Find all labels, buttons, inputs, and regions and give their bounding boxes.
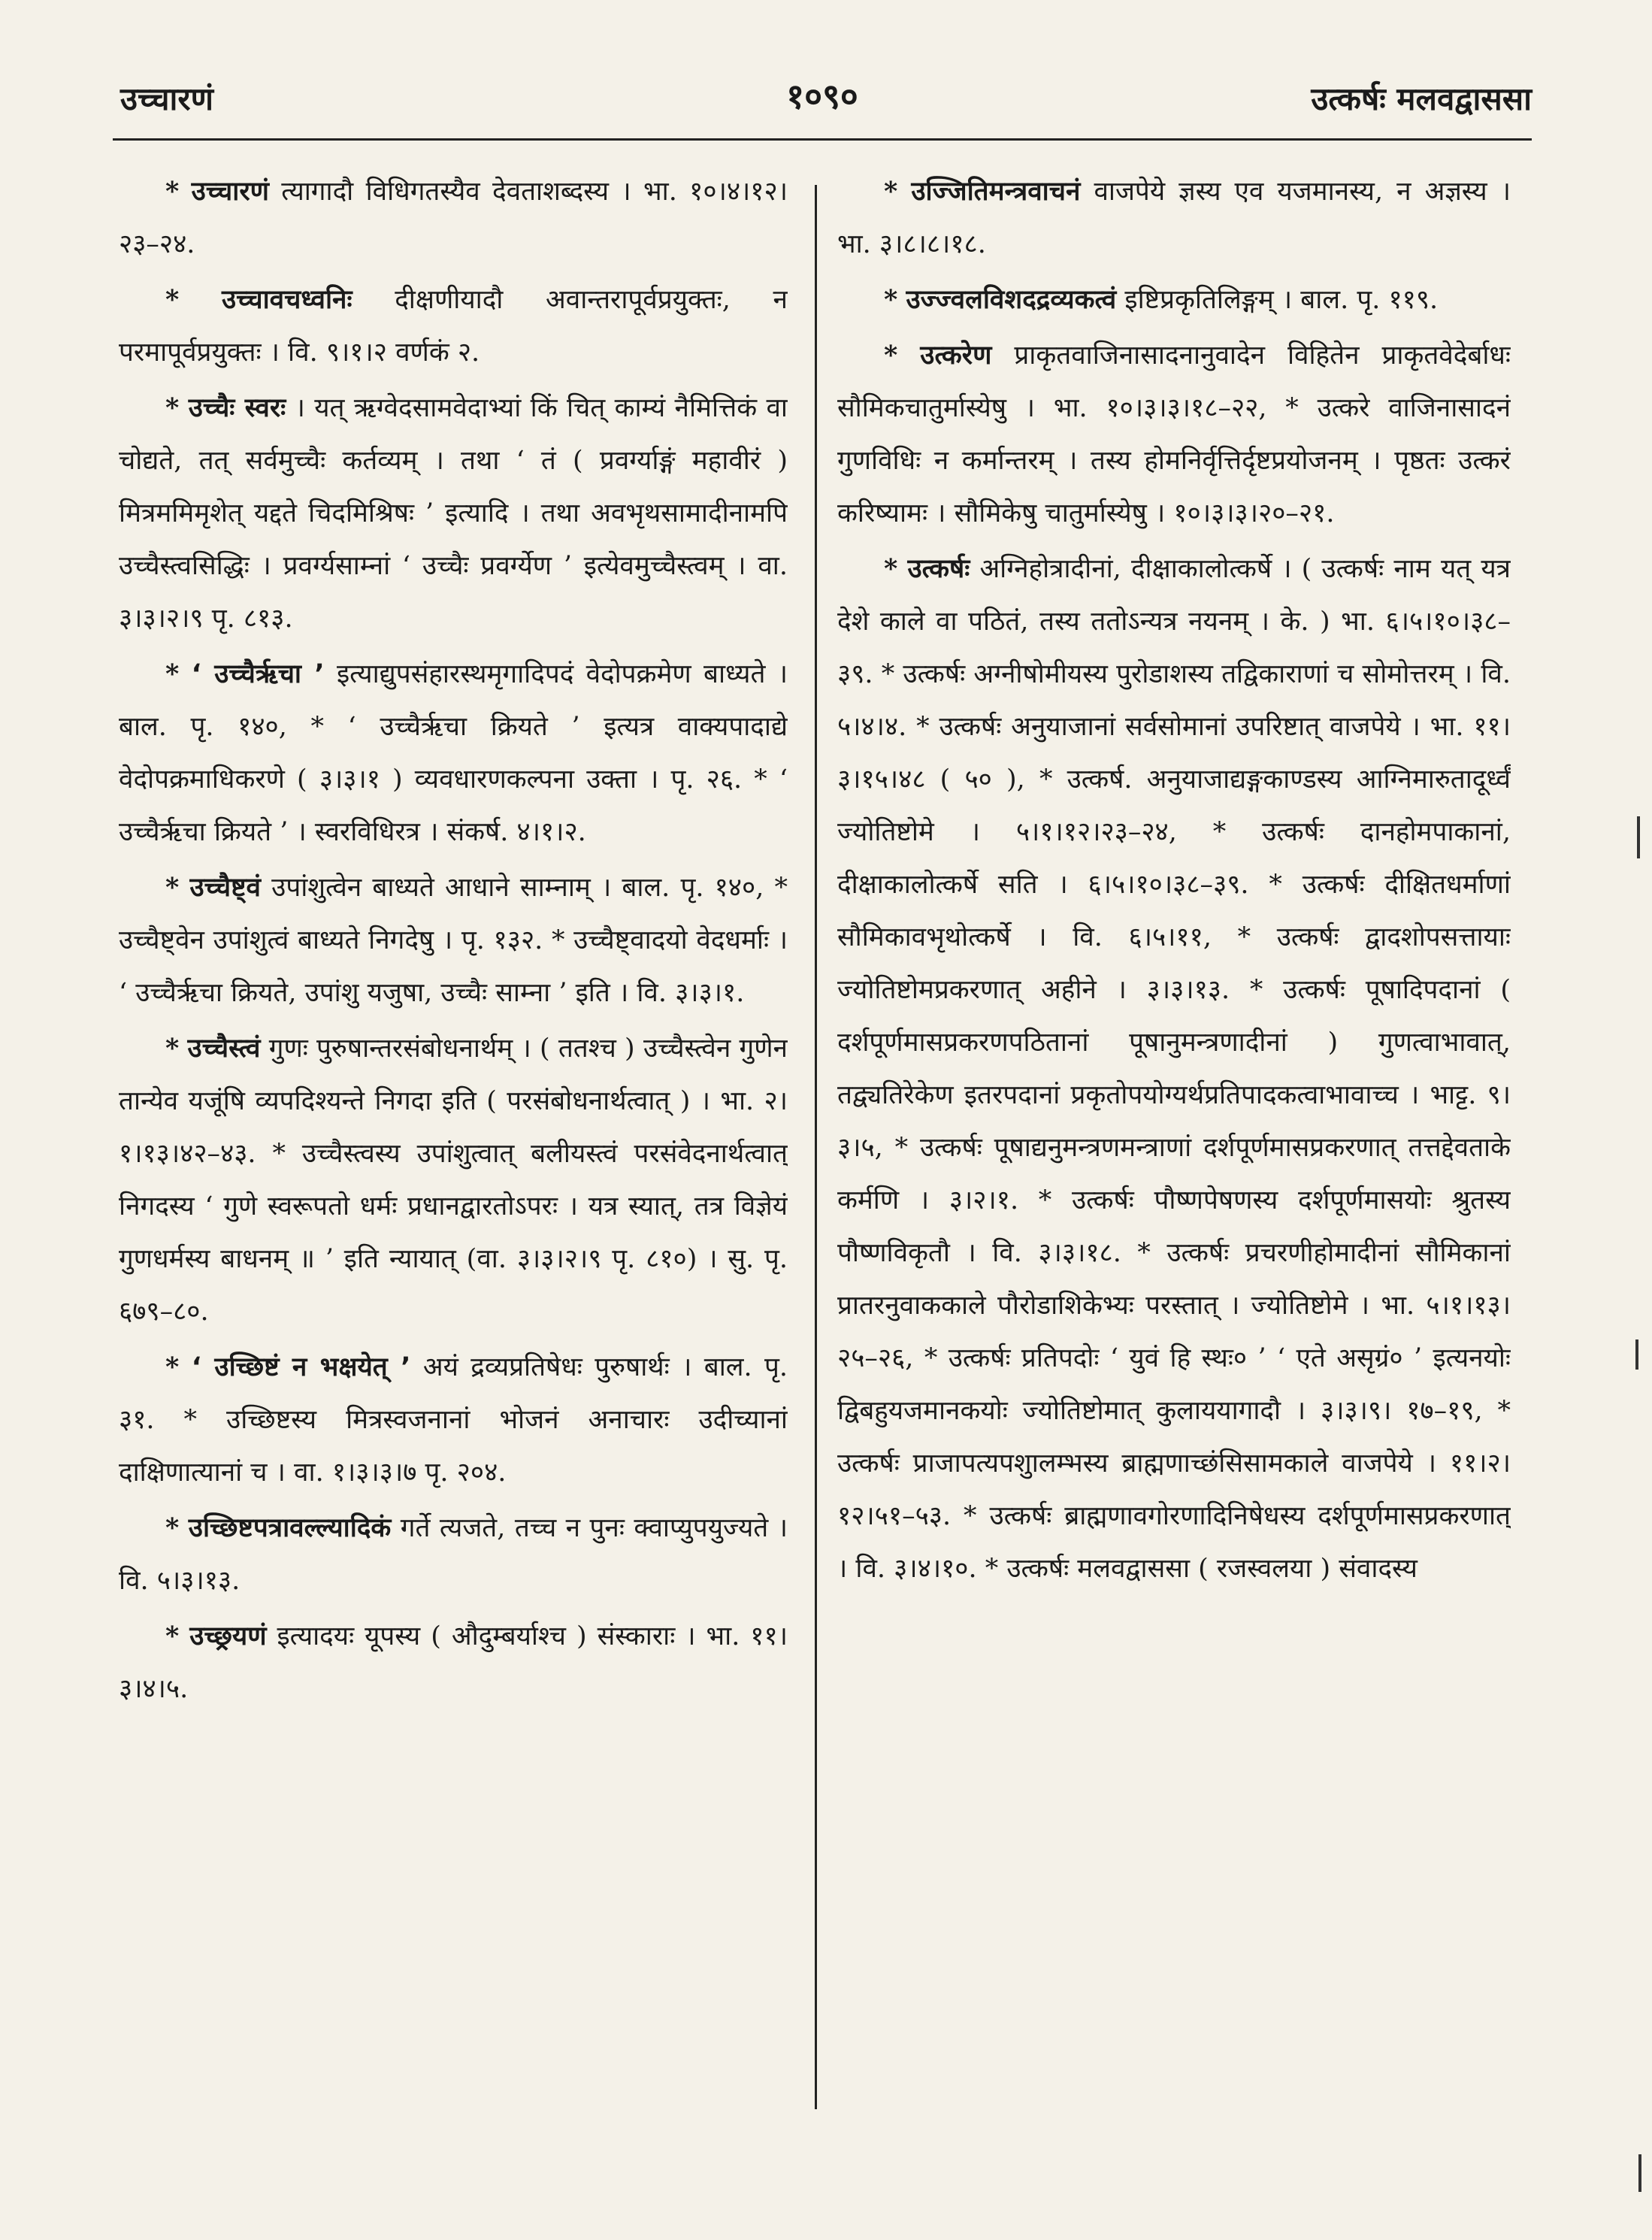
- entry-text: इष्टिप्रकृतिलिङ्गम् । बाल. पृ. ११९.: [1124, 285, 1439, 315]
- entry-headword: उच्चैः स्वरः: [188, 393, 286, 423]
- entry: * उच्छिष्टपत्रावल्ल्यादिकं गर्ते त्यजते, तच्च न पुनः क्वाप्युपयुज्यते । वि. ५।३।१३.: [119, 1512, 788, 1596]
- entry-headword: उच्चारणं: [191, 177, 269, 207]
- entry-text: अयं द्रव्यप्रतिषेधः पुरुषार्थः । बाल. पृ. ३१. * उच्छिष्टस्य मित्रस्वजनानां भोजनं अनाचारः उदीच्यानां दाक्षिणात्यानां च । वा. १।३।३।७ पृ. २०४.: [119, 1352, 788, 1488]
- page-number: १०९०: [786, 76, 858, 117]
- column-divider: [815, 185, 817, 2109]
- entry: * उच्चैष्ट्वं उपांशुत्वेन बाध्यते आधाने साम्नाम् । बाल. पृ. १४०, * उच्चैष्ट्वेन उपांशुत्वं बाध्यते निगदेषु । पृ. १३२. * उच्चैष्ट्वादयो वेदधर्माः । ‘ उच्चैर्ऋचा क्रियते, उपांशु यजुषा, उच्चैः साम्ना ’ इति । वि. ३।३।१.: [119, 872, 788, 1008]
- entry-headword: उच्छिष्टपत्रावल्ल्यादिकं: [188, 1513, 392, 1543]
- entry-text: प्राकृतवाजिनासादनानुवादेन विहितेन प्राकृतवेदेर्बाधः सौमिकचातुर्मास्येषु । भा. १०।३।३।१८–२२, * उत्करे वाजिनासादनं गुणविधिः न कर्मान्तरम् । तस्य होमनिर्वृत्तिर्दृष्टप्रयोजनम् । पृष्ठतः उत्करं करिष्यामः । सौमिकेषु चातुर्मास्येषु । १०।३।३।२०–२१.: [837, 341, 1511, 528]
- entry-headword: उत्करेण: [920, 341, 992, 371]
- scan-edge-mark: [1635, 1339, 1638, 1370]
- entry: * ‘ उच्छिष्टं न भक्षयेत् ’ अयं द्रव्यप्रतिषेधः पुरुषार्थः । बाल. पृ. ३१. * उच्छिष्टस्य मित्रस्वजनानां भोजनं अनाचारः उदीच्यानां दाक्षिणात्यानां च । वा. १।३।३।७ पृ. २०४.: [119, 1352, 788, 1488]
- entry-text: उपांशुत्वेन बाध्यते आधाने साम्नाम् । बाल. पृ. १४०, * उच्चैष्ट्वेन उपांशुत्वं बाध्यते निगदेषु । पृ. १३२. * उच्चैष्ट्वादयो वेदधर्माः । ‘ उच्चैर्ऋचा क्रियते, उपांशु यजुषा, उच्चैः साम्ना ’ इति । वि. ३।३।१.: [119, 873, 788, 1008]
- entry-headword: उत्कर्षः: [907, 554, 970, 584]
- entry: * उच्चैस्त्वं गुणः पुरुषान्तरसंबोधनार्थम् । ( ततश्च ) उच्चैस्त्वेन गुणेन तान्येव यजूंषि व्यपदिश्यन्ते निगदा इति ( परसंबोधनार्थत्वात् ) । भा. २।१।१३।४२–४३. * उच्चैस्त्वस्य उपांशुत्वात् बलीयस्त्वं परसंवेदनार्थत्वात् निगदस्य ‘ गुणे स्वरूपतो धर्मः प्रधानद्वारतोऽपरः । यत्र स्यात्, तत्र विज्ञेयं गुणधर्मस्य बाधनम् ॥ ’ इति न्यायात् (वा. ३।३।२।९ पृ. ८१०) । सु. पृ. ६७९–८०.: [119, 1033, 788, 1327]
- entry-text: इत्याद्युपसंहारस्थमृगादिपदं वेदोपक्रमेण बाध्यते । बाल. पृ. १४०, * ‘ उच्चैर्ऋचा क्रियते ’ इत्यत्र वाक्यपादाद्ये वेदोपक्रमाधिकरणे ( ३।३।१ ) व्यवधारणकल्पना उक्ता । पृ. २६. * ‘ उच्चैर्ऋचा क्रियते ’ । स्वरविधिरत्र । संकर्ष. ४।१।२.: [119, 659, 788, 847]
- running-head: [113, 69, 1532, 122]
- entry-headword: ‘ उच्छिष्टं न भक्षयेत् ’: [191, 1352, 411, 1382]
- entry-text: अग्निहोत्रादीनां, दीक्षाकालोत्कर्षे । ( उत्कर्षः नाम यत् यत्र देशे काले वा पठितं, तस्य ततोऽन्यत्र नयनम् । के. ) भा. ६।५।१०।३८–३९. * उत्कर्षः अग्नीषोमीयस्य पुरोडाशस्य तद्विकाराणां च सोमोत्तरम् । वि. ५।४।४. * उत्कर्षः अनुयाजानां सर्वसोमानां उपरिष्टात् वाजपेये । भा. ११।३।१५।४८ ( ५० ), * उत्कर्ष. अनुयाजाद्यङ्गकाण्डस्य आग्निमारुतादूर्ध्वं ज्योतिष्टोमे । ५।१।१२।२३–२४, * उत्कर्षः दानहोमपाकानां, दीक्षाकालोत्कर्षे सति । ६।५।१०।३८–३९. * उत्कर्षः दीक्षितधर्माणां सौमिकावभृथोत्कर्षे । वि. ६।५।११, * उत्कर्षः द्वादशोपसत्तायाः ज्योतिष्टोमप्रकरणात् अहीने । ३।३।१३. * उत्कर्षः पूषादिपदानां ( दर्शपूर्णमासप्रकरणपठितानां पूषानुमन्त्रणादीनां ) गुणत्वाभावात्, तद्व्यतिरेकेण इतरपदानां प्रकृतोपयोग्यर्थप्रतिपादकत्वाभावाच्च । भाट्ट. ९।३।५, * उत्कर्षः पूषाद्यनुमन्त्रणमन्त्राणां दर्शपूर्णमासप्रकरणात् तत्तद्देवताके कर्मणि । ३।२।१. * उत्कर्षः पौष्णपेषणस्य दर्शपूर्णमासयोः श्रुतस्य पौष्णविकृतौ । वि. ३।३।१८. * उत्कर्षः प्रचरणीहोमादीनां सौमिकानां प्रातरनुवाककाले पौरोडाशिकेभ्यः परस्तात् । ज्योतिष्टोमे । भा. ५।१।१३।२५–२६, * उत्कर्षः प्रतिपदोः ‘ युवं हि स्थः० ’ ‘ एते असृग्रं० ’ इत्यनयोः द्विबहुयजमानकयोः ज्योतिष्टोमात् कुलाययागादौ । ३।३।९। १७–१९, * उत्कर्षः प्राजापत्यपशुालम्भस्य ब्राह्मणाच्छंसिसामकाले वाजपेये । ११।२।१२।५१–५३. * उत्कर्षः ब्राह्मणावगोरणादिनिषेधस्य दर्शपूर्णमासप्रकरणात् । वि. ३।४।१०. * उत्कर्षः मलवद्वाससा ( रजस्वलया ) संवादस्य: [837, 554, 1511, 1584]
- entry: * उच्चावचध्वनिः दीक्षणीयादौ अवान्तरापूर्वप्रयुक्तः, न परमापूर्वप्रयुक्तः । वि. ९।१।२ वर्णकं २.: [119, 284, 788, 368]
- entry-text: इत्यादयः यूपस्य ( औदुम्बर्याश्च ) संस्काराः । भा. ११।३।४।५.: [119, 1621, 788, 1704]
- entry-headword: उच्छ्रयणं: [189, 1621, 267, 1651]
- entry-headword: उच्चावचध्वनिः: [222, 285, 352, 315]
- entry-text: गुणः पुरुषान्तरसंबोधनार्थम् । ( ततश्च ) उच्चैस्त्वेन गुणेन तान्येव यजूंषि व्यपदिश्यन्ते निगदा इति ( परसंबोधनार्थत्वात् ) । भा. २।१।१३।४२–४३. * उच्चैस्त्वस्य उपांशुत्वात् बलीयस्त्वं परसंवेदनार्थत्वात् निगदस्य ‘ गुणे स्वरूपतो धर्मः प्रधानद्वारतोऽपरः । यत्र स्यात्, तत्र विज्ञेयं गुणधर्मस्य बाधनम् ॥ ’ इति न्यायात् (वा. ३।३।२।९ पृ. ८१०) । सु. पृ. ६७९–८०.: [119, 1034, 788, 1327]
- entry: * उच्चारणं त्यागादौ विधिगतस्यैव देवताशब्दस्य । भा. १०।४।१२।२३–२४.: [119, 176, 788, 259]
- entry-text: दीक्षणीयादौ अवान्तरापूर्वप्रयुक्तः, न परमापूर्वप्रयुक्तः । वि. ९।१।२ वर्णकं २.: [119, 285, 788, 368]
- entry-text: वाजपेये ज्ञस्य एव यजमानस्य, न अज्ञस्य । भा. ३।८।८।१८.: [837, 177, 1511, 259]
- entry-headword: उज्ज्वलविशदद्रव्यकत्वं: [906, 285, 1117, 315]
- entry-text: त्यागादौ विधिगतस्यैव देवताशब्दस्य । भा. १०।४।१२।२३–२४.: [119, 177, 788, 259]
- entry-headword: उच्चैष्ट्वं: [189, 873, 261, 903]
- entry-headword: उज्जितिमन्त्रवाचनं: [911, 177, 1081, 207]
- entry: * उत्कर्षः अग्निहोत्रादीनां, दीक्षाकालोत्कर्षे । ( उत्कर्षः नाम यत् यत्र देशे काले वा पठितं, तस्य ततोऽन्यत्र नयनम् । के. ) भा. ६।५।१०।३८–३९. * उत्कर्षः अग्नीषोमीयस्य पुरोडाशस्य तद्विकाराणां च सोमोत्तरम् । वि. ५।४।४. * उत्कर्षः अनुयाजानां सर्वसोमानां उपरिष्टात् वाजपेये । भा. ११।३।१५।४८ ( ५० ), * उत्कर्ष. अनुयाजाद्यङ्गकाण्डस्य आग्निमारुतादूर्ध्वं ज्योतिष्टोमे । ५।१।१२।२३–२४, * उत्कर्षः दानहोमपाकानां, दीक्षाकालोत्कर्षे सति । ६।५।१०।३८–३९. * उत्कर्षः दीक्षितधर्माणां सौमिकावभृथोत्कर्षे । वि. ६।५।११, * उत्कर्षः द्वादशोपसत्तायाः ज्योतिष्टोमप्रकरणात् अहीने । ३।३।१३. * उत्कर्षः पूषादिपदानां ( दर्शपूर्णमासप्रकरणपठितानां पूषानुमन्त्रणादीनां ) गुणत्वाभावात्, तद्व्यतिरेकेण इतरपदानां प्रकृतोपयोग्यर्थप्रतिपादकत्वाभावाच्च । भाट्ट. ९।३।५, * उत्कर्षः पूषाद्यनुमन्त्रणमन्त्राणां दर्शपूर्णमासप्रकरणात् तत्तद्देवताके कर्मणि । ३।२।१. * उत्कर्षः पौष्णपेषणस्य दर्शपूर्णमासयोः श्रुतस्य पौष्णविकृतौ । वि. ३।३।१८. * उत्कर्षः प्रचरणीहोमादीनां सौमिकानां प्रातरनुवाककाले पौरोडाशिकेभ्यः परस्तात् । ज्योतिष्टोमे । भा. ५।१।१३।२५–२६, * उत्कर्षः प्रतिपदोः ‘ युवं हि स्थः० ’ ‘ एते असृग्रं० ’ इत्यनयोः द्विबहुयजमानकयोः ज्योतिष्टोमात् कुलाययागादौ । ३।३।९। १७–१९, * उत्कर्षः प्राजापत्यपशुालम्भस्य ब्राह्मणाच्छंसिसामकाले वाजपेये । ११।२।१२।५१–५३. * उत्कर्षः ब्राह्मणावगोरणादिनिषेधस्य दर्शपूर्णमासप्रकरणात् । वि. ३।४।१०. * उत्कर्षः मलवद्वाससा ( रजस्वलया ) संवादस्य: [837, 553, 1511, 1584]
- header-rule: [113, 138, 1532, 141]
- entry: * उच्चैः स्वरः । यत् ऋग्वेदसामवेदाभ्यां किं चित् काम्यं नैमित्तिकं वा चोद्यते, तत् सर्वमुच्चैः कर्तव्यम् । तथा ‘ तं ( प्रवर्ग्याङ्गं महावीरं ) मित्रममिमृशेत् यद्दते चिदमिश्रिषः ’ इत्यादि । तथा अवभृथसामादीनामपि उच्चैस्त्वसिद्धिः । प्रवर्ग्यसाम्नां ‘ उच्चैः प्रवर्ग्येण ’ इत्येवमुच्चैस्त्वम् । वा. ३।३।२।९ पृ. ८१३.: [119, 392, 788, 634]
- entry: * उत्करेण प्राकृतवाजिनासादनानुवादेन विहितेन प्राकृतवेदेर्बाधः सौमिकचातुर्मास्येषु । भा. १०।३।३।१८–२२, * उत्करे वाजिनासादनं गुणविधिः न कर्मान्तरम् । तस्य होमनिर्वृत्तिर्दृष्टप्रयोजनम् । पृष्ठतः उत्करं करिष्यामः । सौमिकेषु चातुर्मास्येषु । १०।३।३।२०–२१.: [837, 340, 1511, 528]
- entry: * उज्ज्वलविशदद्रव्यकत्वं इष्टिप्रकृतिलिङ्गम् । बाल. पृ. ११९.: [884, 284, 1439, 315]
- running-head-right: उत्कर्षः मलवद्वाससा: [1311, 80, 1532, 117]
- entry-text: गर्ते त्यजते, तच्च न पुनः क्वाप्युपयुज्यते । वि. ५।३।१३.: [119, 1513, 788, 1596]
- entry: * उज्जितिमन्त्रवाचनं वाजपेये ज्ञस्य एव यजमानस्य, न अज्ञस्य । भा. ३।८।८।१८.: [837, 176, 1511, 259]
- entry-headword: ‘ उच्चैर्ऋचा ’: [191, 659, 325, 689]
- running-head-left: उच्चारणं: [120, 80, 213, 117]
- left-column: [119, 165, 788, 2120]
- scan-edge-mark: [1638, 2154, 1641, 2192]
- entry-text: । यत् ऋग्वेदसामवेदाभ्यां किं चित् काम्यं नैमित्तिकं वा चोद्यते, तत् सर्वमुच्चैः कर्तव्यम् । तथा ‘ तं ( प्रवर्ग्याङ्गं महावीरं ) मित्रममिमृशेत् यद्दते चिदमिश्रिषः ’ इत्यादि । तथा अवभृथसामादीनामपि उच्चैस्त्वसिद्धिः । प्रवर्ग्यसाम्नां ‘ उच्चैः प्रवर्ग्येण ’ इत्येवमुच्चैस्त्वम् । वा. ३।३।२।९ पृ. ८१३.: [119, 393, 788, 634]
- scan-edge-mark: [1637, 816, 1640, 858]
- entry-headword: उच्चैस्त्वं: [187, 1034, 261, 1064]
- entry: * ‘ उच्चैर्ऋचा ’ इत्याद्युपसंहारस्थमृगादिपदं वेदोपक्रमेण बाध्यते । बाल. पृ. १४०, * ‘ उच्चैर्ऋचा क्रियते ’ इत्यत्र वाक्यपादाद्ये वेदोपक्रमाधिकरणे ( ३।३।१ ) व्यवधारणकल्पना उक्ता । पृ. २६. * ‘ उच्चैर्ऋचा क्रियते ’ । स्वरविधिरत्र । संकर्ष. ४।१।२.: [119, 658, 788, 847]
- entry: * उच्छ्रयणं इत्यादयः यूपस्य ( औदुम्बर्याश्च ) संस्काराः । भा. ११।३।४।५.: [119, 1621, 788, 1704]
- right-column: [837, 165, 1511, 2120]
